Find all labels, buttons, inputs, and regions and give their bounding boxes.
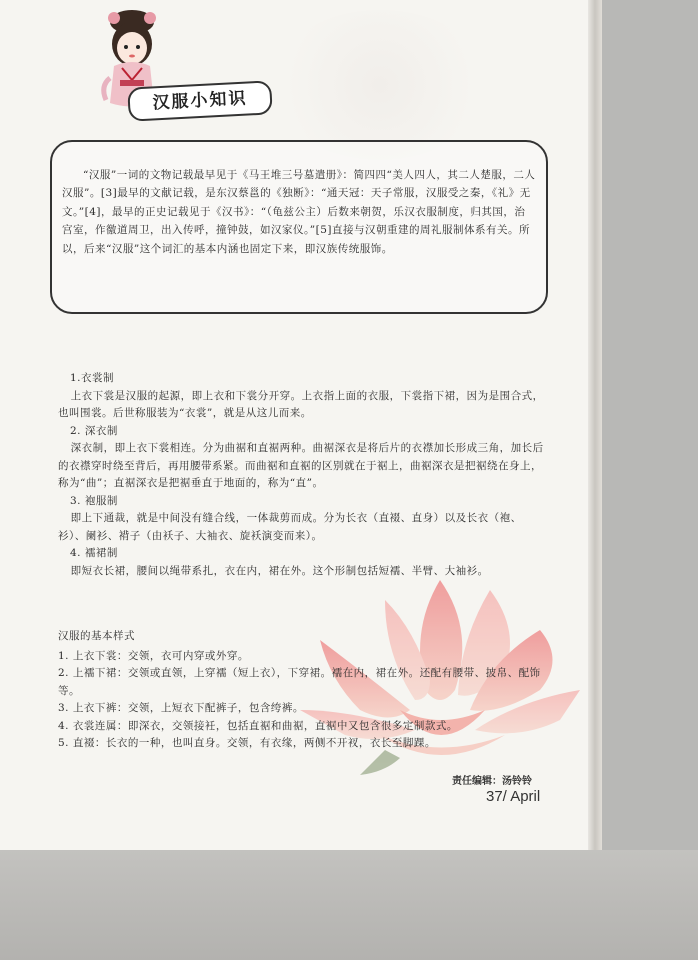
section-heading: 3. 袍服制 (70, 494, 118, 507)
section-body: 即短衣长裙，腰间以绳带系扎，衣在内，裙在外。这个形制包括短襦、半臂、大袖衫。 (70, 564, 489, 577)
section-body: 深衣制，即上衣下裳相连。分为曲裾和直裾两种。曲裾深衣是将后片的衣襟加长形成三角，加长后的衣襟穿时绕至背后，再用腰带系紧。而曲裾和直裾的区别就在于裾上，曲裾深衣是把裾绕在身上，称为“曲”；直裾深衣是把裾垂直于地面的，称为“直”。 (58, 442, 544, 489)
list-item: 5. 直裰：长衣的一种，也叫直身。交领，有衣缘，两侧不开衩，衣长至脚踝。 (58, 737, 436, 749)
section-heading: 1.衣裳制 (70, 372, 115, 384)
editor-credit: 责任编辑：汤铃铃 (452, 776, 532, 787)
scan-background (0, 850, 698, 960)
page-gutter (588, 0, 602, 850)
section-shenyi (58, 423, 548, 493)
basic-styles-list (58, 628, 548, 753)
section-body: 上衣下裳是汉服的起源，即上衣和下裳分开穿。上衣指上面的衣服，下裳指下裙，因为是围合式，也叫围裳。后世称服装为“衣裳”，就是从这儿而来。 (58, 389, 544, 419)
section-body: 即上下通裁，就是中间没有缝合线，一体裁剪而成。分为长衣（直裰、直身）以及长衣（袍、衫）、阑衫、褙子（由袄子、大袖衣、旋袄演变而来）。 (58, 512, 522, 542)
page-number: 37/ April (486, 788, 541, 805)
section-paofu (58, 493, 548, 546)
decorative-background (270, 10, 490, 160)
section-yichang (58, 370, 548, 423)
list-item: 2. 上襦下裙：交领或直领，上穿襦（短上衣），下穿裙。襦在内，裙在外。还配有腰带、披帛、配饰等。 (58, 667, 541, 697)
list-item: 4. 衣裳连属：即深衣，交领接衽，包括直裾和曲裾，直裾中又包含很多定制款式。 (58, 719, 458, 732)
basic-styles-heading: 汉服的基本样式 (58, 630, 135, 642)
section-ruqun (58, 545, 548, 580)
clothing-system-sections (58, 370, 548, 580)
intro-paragraph: “汉服”一词的文物记载最早见于《马王堆三号墓遣册》：简四四“美人四人，其二人楚服，二人汉服”。[3]最早的文献记载，是东汉蔡邕的《独断》：“通天冠：天子常服，汉服受之秦，《礼》无文。”[4]，最早的正史记载见于《汉书》：“（龟兹公主）后数来朝贺，乐汉衣服制度，归其国，治宫室，作徼道周卫，出入传呼，撞钟鼓，如汉家仪。”[5]直接与汉朝重建的周礼服制体系有关。所以，后来“汉服”这个词汇的基本内涵也固定下来，即汉族传统服饰。 (62, 168, 536, 255)
list-item: 3. 上衣下裤：交领，上短衣下配裤子，包含绔裤。 (58, 702, 304, 714)
section-heading: 4. 襦裙制 (70, 547, 118, 559)
section-heading: 2. 深衣制 (70, 424, 118, 437)
list-item: 1. 上衣下裳：交领，衣可内穿或外穿。 (58, 649, 249, 662)
page-title: 汉服小知识 (127, 80, 273, 121)
